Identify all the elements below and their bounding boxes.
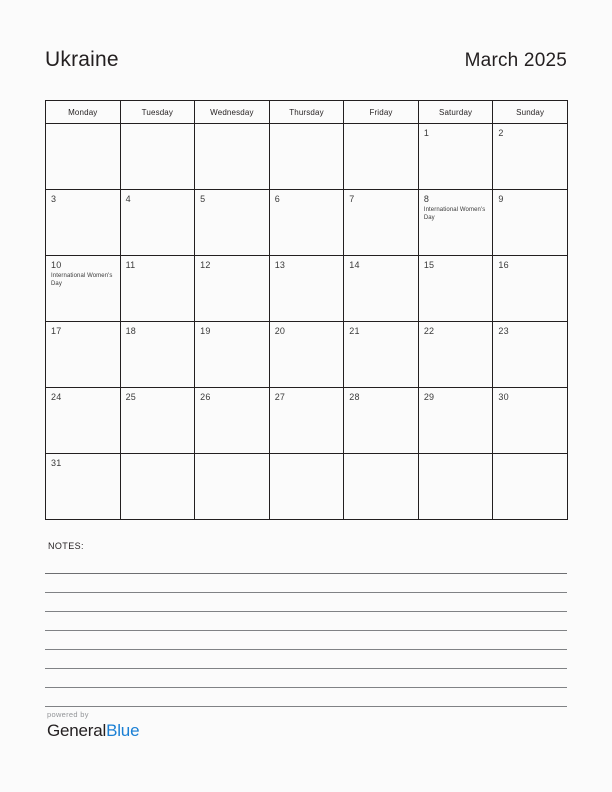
day-cell[interactable] — [418, 388, 493, 454]
day-number: 23 — [498, 326, 509, 336]
note-line[interactable] — [45, 555, 567, 574]
note-line[interactable] — [45, 631, 567, 650]
day-number: 8 — [423, 194, 430, 204]
holiday-label: International Women's Day — [423, 207, 486, 221]
weekday-header-wednesday: Wednesday — [195, 101, 270, 124]
day-cell-content — [419, 124, 493, 139]
day-cell-content — [270, 190, 344, 205]
day-cell-content — [46, 322, 120, 337]
week-row — [46, 256, 568, 322]
day-number: 21 — [349, 326, 360, 336]
day-number: 24 — [51, 392, 62, 402]
day-number: 13 — [274, 260, 286, 270]
day-number: 28 — [349, 392, 360, 402]
weekday-header-row — [46, 101, 568, 124]
day-cell[interactable] — [46, 190, 121, 256]
day-number: 25 — [125, 392, 136, 402]
day-cell-empty — [418, 454, 493, 520]
day-cell[interactable] — [120, 322, 195, 388]
day-cell-content — [195, 190, 269, 205]
day-cell-content — [344, 388, 418, 403]
day-number: 19 — [200, 326, 211, 336]
day-number: 11 — [125, 260, 136, 270]
day-cell-content — [195, 388, 269, 403]
day-cell-content — [270, 388, 344, 403]
weekday-header-tuesday: Tuesday — [120, 101, 195, 124]
day-cell-empty — [269, 454, 344, 520]
note-line[interactable] — [45, 574, 567, 593]
day-cell-content — [344, 190, 418, 205]
day-cell-content — [195, 256, 269, 271]
day-cell[interactable] — [493, 256, 568, 322]
day-cell[interactable] — [269, 190, 344, 256]
day-cell-empty — [195, 124, 270, 190]
day-cell[interactable] — [195, 322, 270, 388]
week-rows — [46, 124, 568, 520]
weekday-header-sunday: Sunday — [493, 101, 568, 124]
notes-section — [45, 540, 567, 707]
day-cell-empty — [344, 454, 419, 520]
day-cell[interactable] — [493, 190, 568, 256]
day-cell-content — [46, 388, 120, 403]
day-number: 10 — [51, 260, 62, 270]
day-cell-content — [46, 454, 120, 469]
day-cell-empty — [46, 124, 121, 190]
note-line[interactable] — [45, 593, 567, 612]
day-number: 18 — [125, 326, 136, 336]
week-row — [46, 190, 568, 256]
day-cell[interactable] — [195, 190, 270, 256]
day-cell-content — [419, 190, 493, 222]
day-cell[interactable] — [418, 190, 493, 256]
day-cell-content — [195, 322, 269, 337]
day-cell[interactable] — [344, 190, 419, 256]
day-cell[interactable] — [344, 322, 419, 388]
day-cell[interactable] — [493, 388, 568, 454]
day-number: 15 — [423, 260, 435, 270]
day-cell-content — [121, 256, 195, 271]
day-cell[interactable] — [46, 256, 121, 322]
day-number: 26 — [200, 392, 211, 402]
day-cell[interactable] — [269, 322, 344, 388]
day-cell-content — [419, 322, 493, 337]
day-cell[interactable] — [46, 322, 121, 388]
day-cell-empty — [493, 454, 568, 520]
day-cell-content — [419, 388, 493, 403]
day-cell[interactable] — [46, 388, 121, 454]
day-cell[interactable] — [269, 388, 344, 454]
day-cell-content — [493, 190, 567, 205]
day-cell[interactable] — [418, 322, 493, 388]
day-cell-content — [493, 256, 567, 271]
week-row — [46, 322, 568, 388]
day-number: 27 — [274, 392, 286, 402]
day-number: 20 — [274, 326, 286, 336]
day-cell[interactable] — [120, 256, 195, 322]
day-cell[interactable] — [195, 388, 270, 454]
month-grid — [45, 100, 568, 520]
day-cell-content — [121, 388, 195, 403]
weekday-header-saturday: Saturday — [418, 101, 493, 124]
day-number: 29 — [423, 392, 435, 402]
weekday-header-friday: Friday — [344, 101, 419, 124]
brand-name — [47, 721, 139, 741]
day-number: 7 — [349, 194, 355, 204]
day-cell-content — [419, 256, 493, 271]
day-cell[interactable] — [418, 256, 493, 322]
day-cell-empty — [120, 454, 195, 520]
day-number: 5 — [200, 194, 206, 204]
day-cell-empty — [195, 454, 270, 520]
day-cell-content — [121, 190, 195, 205]
day-cell-content — [46, 256, 120, 288]
day-cell-empty — [344, 124, 419, 190]
powered-by-label: powered by — [47, 710, 89, 719]
day-cell-empty — [269, 124, 344, 190]
brand-name-blue: Blue — [106, 721, 140, 740]
day-number: 31 — [51, 458, 62, 468]
week-row — [46, 124, 568, 190]
day-number: 6 — [274, 194, 280, 204]
day-cell-content — [344, 322, 418, 337]
day-cell-content — [46, 190, 120, 205]
day-cell-content — [493, 124, 567, 139]
footer-logo — [47, 710, 139, 741]
day-cell[interactable] — [120, 388, 195, 454]
page-title — [45, 48, 567, 82]
brand-name-general: General — [47, 721, 107, 740]
day-number: 9 — [498, 194, 504, 204]
day-cell-content — [493, 388, 567, 403]
day-number: 14 — [349, 260, 360, 270]
note-line[interactable] — [45, 650, 567, 669]
day-cell[interactable] — [418, 124, 493, 190]
day-cell[interactable] — [493, 124, 568, 190]
day-cell-content — [344, 256, 418, 271]
day-cell[interactable] — [344, 388, 419, 454]
day-number: 1 — [423, 128, 430, 138]
day-number: 3 — [51, 194, 57, 204]
weekday-header-thursday: Thursday — [269, 101, 344, 124]
day-cell[interactable] — [195, 256, 270, 322]
day-number: 22 — [423, 326, 435, 336]
day-number: 12 — [200, 260, 211, 270]
day-cell-empty — [120, 124, 195, 190]
note-line[interactable] — [45, 612, 567, 631]
note-line[interactable] — [45, 688, 567, 707]
holiday-label: International Women's Day — [51, 273, 113, 287]
day-cell-content — [121, 322, 195, 337]
day-number: 16 — [498, 260, 509, 270]
notes-lines[interactable] — [45, 555, 567, 707]
day-cell[interactable] — [269, 256, 344, 322]
day-number: 30 — [498, 392, 509, 402]
month-year-title: March 2025 — [464, 50, 567, 71]
day-number: 2 — [498, 128, 504, 138]
day-cell[interactable] — [344, 256, 419, 322]
day-cell-content — [270, 256, 344, 271]
day-cell-content — [493, 322, 567, 337]
day-cell[interactable] — [46, 454, 121, 520]
day-number: 4 — [125, 194, 131, 204]
week-row — [46, 388, 568, 454]
week-row — [46, 454, 568, 520]
weekday-header-monday: Monday — [46, 101, 121, 124]
day-number: 17 — [51, 326, 62, 336]
day-cell-content — [270, 322, 344, 337]
country-name: Ukraine — [45, 48, 119, 71]
note-line[interactable] — [45, 669, 567, 688]
day-cell[interactable] — [120, 190, 195, 256]
notes-label: NOTES: — [48, 541, 84, 551]
day-cell[interactable] — [493, 322, 568, 388]
